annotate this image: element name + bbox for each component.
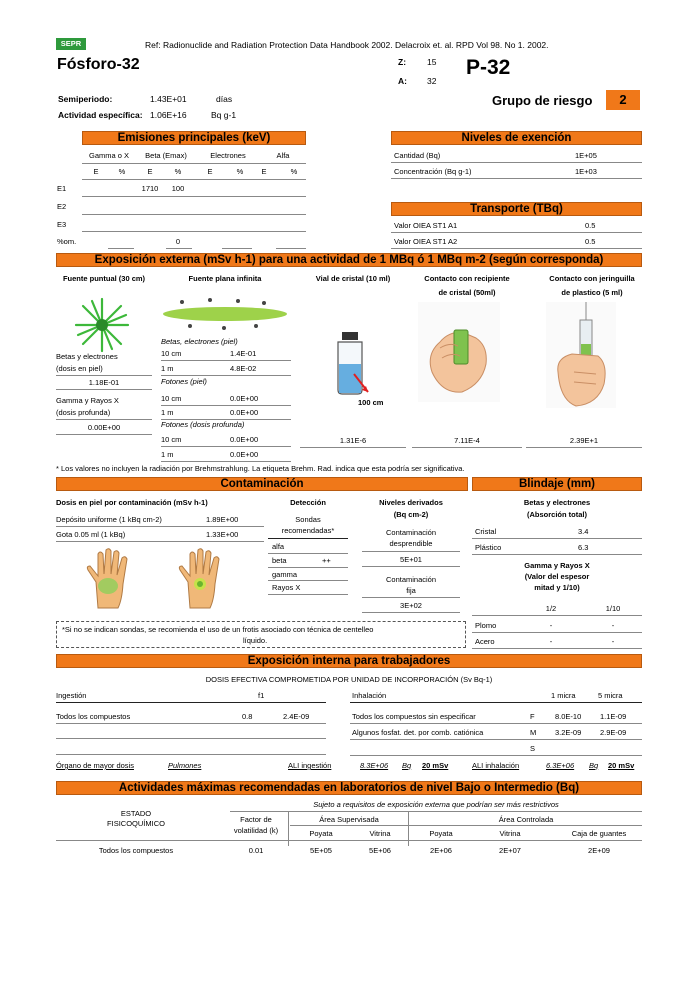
act-sup-vitrina: 5E+06 bbox=[369, 846, 391, 855]
activity-unit: Bq g-1 bbox=[211, 110, 237, 120]
blindaje-header: Blindaje (mm) bbox=[472, 477, 642, 491]
plana-fot-piel-1-dist: 1 m bbox=[161, 408, 174, 417]
nuclide-symbol: P-32 bbox=[466, 56, 511, 79]
col-vial: Vial de cristal (10 ml) bbox=[315, 274, 391, 283]
row-e1: E1 bbox=[57, 184, 67, 193]
sepr-logo: SEPR bbox=[56, 38, 86, 50]
fija-sub: fija bbox=[406, 586, 416, 595]
z-label: Z: bbox=[398, 57, 407, 67]
acero-label: Acero bbox=[475, 637, 495, 646]
col-fuente-plana: Fuente plana infinita bbox=[188, 274, 262, 283]
ali-inh-value: 6.3E+06 bbox=[546, 761, 575, 770]
cantidad-label: Cantidad (Bq) bbox=[394, 151, 441, 160]
contaminated-hand-left-icon bbox=[84, 548, 138, 612]
blindaje-betas-sub: (Absorción total) bbox=[527, 510, 587, 519]
ali-inh-unit: Bq bbox=[589, 761, 599, 770]
externa-footnote: * Los valores no incluyen la radiación por Brehmstrahlung. La etiqueta Brehm. Rad. indica que esta podría ser significativa. bbox=[56, 464, 465, 473]
acero-half: - bbox=[549, 637, 553, 646]
beta-e1-percent: 100 bbox=[171, 184, 185, 193]
inh-row1-label: Todos los compuestos sin especificar bbox=[352, 712, 476, 721]
tenth-header: 1/10 bbox=[605, 604, 621, 613]
plana-betas-1-dist: 1 m bbox=[161, 364, 174, 373]
beta-pctom: 0 bbox=[175, 237, 181, 246]
contaminated-hand-right-icon bbox=[176, 548, 230, 612]
inh-row1-v5: 1.1E-09 bbox=[600, 712, 627, 721]
sub-pct: % bbox=[236, 167, 244, 176]
sub-pct: % bbox=[118, 167, 126, 176]
plana-fot-prof-10-dist: 10 cm bbox=[161, 435, 182, 444]
betas-piel-label: Betas y electrones bbox=[56, 352, 118, 361]
act-con-poyata: 2E+06 bbox=[430, 846, 452, 855]
gamma-prof-label: Gamma y Rayos X bbox=[56, 396, 119, 405]
col-electrones: Electrones bbox=[210, 151, 246, 160]
inh-row2-v5: 2.9E-09 bbox=[600, 728, 627, 737]
row-e3: E3 bbox=[57, 220, 67, 229]
semiperiod-label: Semiperiodo: bbox=[58, 94, 113, 104]
emisiones-header: Emisiones principales (keV) bbox=[82, 131, 306, 145]
page-title: Fósforo-32 bbox=[57, 56, 140, 73]
row-pctom: %om. bbox=[57, 237, 77, 246]
concentracion-value: 1E+03 bbox=[575, 167, 597, 176]
blindaje-betas-title: Betas y electrones bbox=[523, 498, 591, 507]
recipiente-value: 7.11E-4 bbox=[454, 436, 480, 445]
factor-header-sub: volatilidad (k) bbox=[233, 826, 279, 835]
act-con-vitrina: 2E+07 bbox=[499, 846, 521, 855]
gamma-prof-sub: (dosis profunda) bbox=[56, 408, 111, 417]
plana-betas-10-value: 1.4E-01 bbox=[230, 349, 257, 358]
jeringuilla-value: 2.39E+1 bbox=[569, 436, 599, 445]
col-alfa: Alfa bbox=[276, 151, 290, 160]
plomo-half: - bbox=[549, 621, 553, 630]
blindaje-gamma-sub: (Valor del espesor bbox=[524, 572, 590, 581]
fija-value: 3E+02 bbox=[400, 601, 422, 610]
inh-row3-type: S bbox=[530, 744, 536, 753]
f1-label: f1 bbox=[258, 691, 265, 700]
col-recipiente-sub: de cristal (50ml) bbox=[438, 288, 496, 297]
ali-ing-label: ALI ingestión bbox=[288, 761, 332, 770]
probe-rayos-x: Rayos X bbox=[272, 583, 301, 592]
col-gamma: Gamma o X bbox=[88, 151, 129, 160]
micra1-label: 1 micra bbox=[551, 691, 576, 700]
probe-beta: beta bbox=[272, 556, 287, 565]
probe-alfa: alfa bbox=[272, 542, 285, 551]
deteccion-title: Detección bbox=[290, 498, 326, 507]
hand-container-icon bbox=[418, 302, 500, 402]
semiperiod-value: 1.43E+01 bbox=[150, 94, 187, 104]
a2-label: Valor OIEA ST1 A2 bbox=[394, 237, 458, 246]
transporte-header: Transporte (TBq) bbox=[391, 202, 642, 216]
betas-piel-sub: (dosis en piel) bbox=[56, 364, 103, 373]
sup-vitrina-header: Vitrina bbox=[369, 829, 391, 838]
cristal-label: Cristal bbox=[475, 527, 497, 536]
deposito-label: Depósito uniforme (1 kBq cm-2) bbox=[56, 515, 162, 524]
inh-row1-type: F bbox=[530, 712, 535, 721]
desprendible-sub: desprendible bbox=[389, 539, 433, 548]
z-value: 15 bbox=[427, 57, 437, 67]
col-jeringuilla-sub: de plastico (5 ml) bbox=[561, 288, 623, 297]
deposito-value: 1.89E+00 bbox=[206, 515, 239, 524]
factor-header: Factor de bbox=[240, 815, 272, 824]
sub-pct: % bbox=[174, 167, 182, 176]
plana-fot-piel-label: Fotones (piel) bbox=[161, 377, 207, 386]
blindaje-gamma-sub2: mitad y 1/10) bbox=[534, 583, 580, 592]
a1-label: Valor OIEA ST1 A1 bbox=[394, 221, 458, 230]
cristal-value: 3.4 bbox=[578, 527, 589, 536]
estado-header-sub: FISICOQUÍMICO bbox=[107, 819, 165, 828]
ali-ing-dose: 20 mSv bbox=[422, 761, 449, 770]
interna-header: Exposición interna para trabajadores bbox=[56, 654, 642, 668]
act-sup-poyata: 5E+05 bbox=[310, 846, 332, 855]
sub-pct: % bbox=[290, 167, 298, 176]
controlada-header: Área Controlada bbox=[498, 815, 554, 824]
probe-gamma: gamma bbox=[272, 570, 298, 579]
plastico-label: Plástico bbox=[475, 543, 502, 552]
niveles-title: Niveles derivados bbox=[379, 498, 443, 507]
ingestion-label: Ingestión bbox=[56, 691, 87, 700]
risk-group-label: Grupo de riesgo bbox=[492, 93, 593, 108]
plana-fot-piel-1-value: 0.0E+00 bbox=[230, 408, 259, 417]
inh-row1-v1: 8.0E-10 bbox=[555, 712, 582, 721]
plana-fot-piel-10-dist: 10 cm bbox=[161, 394, 182, 403]
inhalacion-label: Inhalación bbox=[352, 691, 387, 700]
activity-value: 1.06E+16 bbox=[150, 110, 187, 120]
gota-value: 1.33E+00 bbox=[206, 530, 239, 539]
dosis-piel-title: Dosis en piel por contaminación (mSv h-1) bbox=[56, 498, 208, 507]
sondas-sub: recomendadas* bbox=[281, 526, 335, 535]
plana-fot-prof-label: Fotones (dosis profunda) bbox=[161, 420, 245, 429]
vial-icon bbox=[328, 330, 376, 400]
blindaje-gamma-title: Gamma y Rayos X bbox=[524, 561, 590, 570]
col-recipiente: Contacto con recipiente bbox=[424, 274, 510, 283]
sub-e: E bbox=[207, 167, 213, 176]
sub-e: E bbox=[147, 167, 153, 176]
interna-subtitle: DOSIS EFECTIVA COMPROMETIDA POR UNIDAD DE INCORPORACIÓN (Sv Bq-1) bbox=[205, 675, 493, 684]
probe-beta-mark: ++ bbox=[322, 556, 331, 565]
inh-row2-v1: 3.2E-09 bbox=[555, 728, 582, 737]
desprendible-label: Contaminación bbox=[385, 528, 437, 537]
col-fuente-puntual: Fuente puntual (30 cm) bbox=[62, 274, 146, 283]
plastico-value: 6.3 bbox=[578, 543, 589, 552]
ing-row-value: 2.4E-09 bbox=[283, 712, 310, 721]
ali-ing-unit: Bq bbox=[402, 761, 412, 770]
con-caja-header: Caja de guantes bbox=[571, 829, 627, 838]
sub-e: E bbox=[93, 167, 99, 176]
a-label: A: bbox=[398, 76, 407, 86]
a1-value: 0.5 bbox=[585, 221, 596, 230]
plane-source-icon bbox=[160, 296, 290, 332]
sub-e: E bbox=[261, 167, 267, 176]
plomo-tenth: - bbox=[611, 621, 615, 630]
inh-row2-label: Algunos fosfat. det. por comb. catiónica bbox=[352, 728, 484, 737]
col-beta: Beta (Emax) bbox=[145, 151, 187, 160]
supervisada-header: Área Supervisada bbox=[319, 815, 379, 824]
plana-betas-label: Betas, electrones (piel) bbox=[161, 337, 238, 346]
row-e2: E2 bbox=[57, 202, 67, 211]
reference-text: Ref: Radionuclide and Radiation Protection Data Handbook 2002. Delacroix et. al. RPD Vol 98. No 1. 2002. bbox=[145, 40, 549, 50]
ali-ing-value: 8.3E+06 bbox=[360, 761, 389, 770]
estado-header: ESTADO bbox=[120, 809, 152, 818]
exencion-header: Niveles de exención bbox=[391, 131, 642, 145]
organo-value: Pulmones bbox=[168, 761, 202, 770]
desprendible-value: 5E+01 bbox=[400, 555, 422, 564]
sondas-label: Sondas bbox=[295, 515, 321, 524]
risk-group-value: 2 bbox=[606, 90, 640, 110]
ali-inh-dose: 20 mSv bbox=[608, 761, 635, 770]
ing-row-label: Todos los compuestos bbox=[56, 712, 131, 721]
a-value: 32 bbox=[427, 76, 437, 86]
con-vitrina-header: Vitrina bbox=[499, 829, 521, 838]
col-jeringuilla: Contacto con jeringuilla bbox=[549, 274, 635, 283]
act-row-k: 0.01 bbox=[248, 846, 264, 855]
act-row-label: Todos los compuestos bbox=[98, 846, 174, 855]
betas-piel-value: 1.18E-01 bbox=[88, 378, 120, 387]
probe-note: *Si no se indican sondas, se recomienda el uso de un frotis asociado con técnica de centelleo bbox=[62, 625, 374, 634]
beta-e1-energy: 1710 bbox=[141, 184, 159, 193]
plana-betas-1-value: 4.8E-02 bbox=[230, 364, 257, 373]
gota-label: Gota 0.05 ml (1 kBq) bbox=[56, 530, 126, 539]
half-header: 1/2 bbox=[545, 604, 557, 613]
acero-tenth: - bbox=[611, 637, 615, 646]
concentracion-label: Concentración (Bq g-1) bbox=[394, 167, 472, 176]
con-poyata-header: Poyata bbox=[429, 829, 453, 838]
gamma-prof-value: 0.00E+00 bbox=[87, 423, 121, 432]
ali-inh-label: ALI inhalación bbox=[472, 761, 520, 770]
sujeto-note: Sujeto a requisitos de exposición externa que podrían ser más restrictivos bbox=[313, 800, 559, 809]
a2-value: 0.5 bbox=[585, 237, 596, 246]
sup-poyata-header: Poyata bbox=[309, 829, 333, 838]
plana-fot-prof-1-value: 0.0E+00 bbox=[230, 450, 259, 459]
actividades-header: Actividades máximas recomendadas en laboratorios de nivel Bajo o Intermedio (Bq) bbox=[56, 781, 642, 795]
contaminacion-header: Contaminación bbox=[56, 477, 468, 491]
inh-row2-type: M bbox=[530, 728, 537, 737]
plana-betas-10-dist: 10 cm bbox=[161, 349, 182, 358]
semiperiod-unit: días bbox=[216, 94, 233, 104]
fija-label: Contaminación bbox=[385, 575, 437, 584]
plomo-label: Plomo bbox=[475, 621, 497, 630]
cantidad-value: 1E+05 bbox=[575, 151, 597, 160]
organo-label: Órgano de mayor dosis bbox=[56, 761, 134, 770]
point-source-star-icon bbox=[72, 295, 132, 355]
activity-label: Actividad específica: bbox=[58, 110, 143, 120]
hand-syringe-icon bbox=[546, 302, 616, 408]
plana-fot-piel-10-value: 0.0E+00 bbox=[230, 394, 259, 403]
act-con-caja: 2E+09 bbox=[588, 846, 610, 855]
externa-header: Exposición externa (mSv h-1) para una actividad de 1 MBq ó 1 MBq m-2 (según corresponda) bbox=[56, 253, 642, 267]
plana-fot-prof-1-dist: 1 m bbox=[161, 450, 174, 459]
micra5-label: 5 micra bbox=[598, 691, 623, 700]
ing-row-f1: 0.8 bbox=[242, 712, 253, 721]
plana-fot-prof-10-value: 0.0E+00 bbox=[230, 435, 259, 444]
probe-note-cont: líquido. bbox=[243, 636, 268, 645]
vial-distance: 100 cm bbox=[358, 398, 384, 407]
vial-value: 1.31E-6 bbox=[339, 436, 367, 445]
niveles-unit: (Bq cm-2) bbox=[393, 510, 429, 519]
